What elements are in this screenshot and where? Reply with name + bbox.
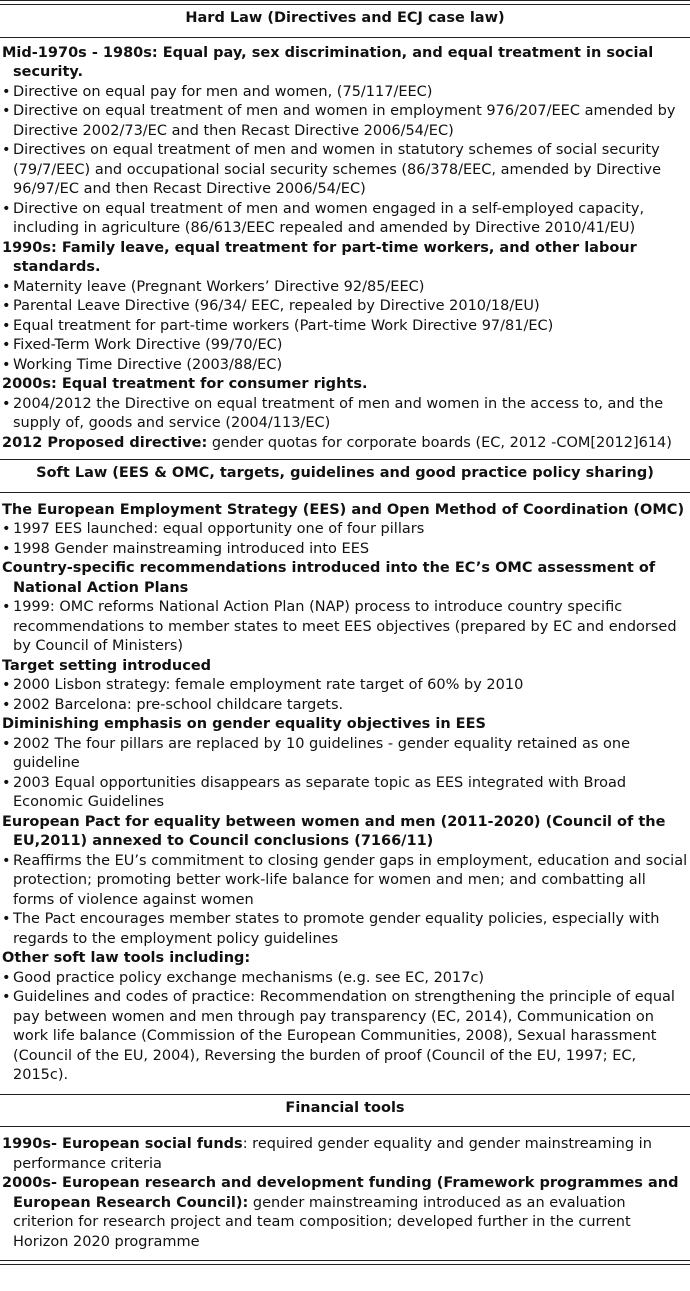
list-item: • Guidelines and codes of practice: Recommendation on strengthening the principle of equal pay between women and men through pay transparency (EC, 2014), Communication on work life balance (Commission of the European Communities, 2008), Sexual harassment (Council of the EU, 2004), Reversing the burden of proof (Council of the EU, 1997; EC, 2015c).: [2, 989, 675, 1083]
bullet-icon: •: [2, 278, 11, 295]
list-item: • 2000 Lisbon strategy: female employment rate target of 60% by 2010: [2, 676, 690, 696]
list-item: • Reaffirms the EU’s commitment to closing gender gaps in employment, education and social protection; promoting better work-life balance for women and men; and combatting all forms of violence against women: [2, 852, 688, 908]
group-title: Diminishing emphasis on gender equality objectives in EES: [2, 716, 486, 732]
section-heading-hard-law: Hard Law (Directives and ECJ case law): [185, 10, 505, 26]
group-line: [2, 1174, 690, 1252]
list-item: • Directives on equal treatment of men and women in statutory schemes of social security (79/7/EEC) and occupational social security schemes (86/378/EEC, amended by Directive 96/97/EC and then Recast Directive 2006/54/EC): [2, 142, 662, 197]
bullet-icon: •: [2, 696, 11, 713]
bullet-icon: •: [2, 83, 11, 100]
bullet-icon: •: [2, 356, 11, 373]
bullet-icon: •: [2, 677, 11, 693]
list-item: • 1999: OMC reforms National Action Plan (NAP) process to introduce country specific recommendations to member states to meet EES objectives (prepared by EC and endorsed by Council of Ministers): [2, 599, 677, 654]
group-title: European Pact for equality between women and men (2011-2020) (Council of the EU,2011) annexed to Council conclusions (7166/11): [2, 813, 666, 849]
list-item: • 2002 Barcelona: pre-school childcare targets.: [2, 696, 690, 716]
list-item: • Directive on equal pay for men and women, (75/117/EEC): [2, 83, 690, 103]
group-lead: 2012 Proposed directive:: [2, 434, 208, 451]
group-line: [2, 434, 690, 454]
bullet-icon: •: [2, 395, 11, 412]
group-text: : required gender equality and gender mainstreaming in performance criteria: [13, 1136, 652, 1172]
section-body-financial-tools: [0, 1127, 690, 1260]
bullet-icon: •: [2, 142, 11, 158]
group-title: The European Employment Strategy (EES) and Open Method of Coordination (OMC): [2, 501, 685, 518]
list-item: • Directive on equal treatment of men and women engaged in a self-employed capacity, including in agriculture (86/613/EEC repealed and amended by Directive 2010/41/EU): [2, 200, 645, 236]
bullet-icon: •: [2, 911, 11, 927]
list-item: • 1998 Gender mainstreaming introduced into EES: [2, 540, 690, 560]
bullet-icon: •: [2, 774, 11, 791]
group-lead: 2000s- European research and development funding (Framework programmes and European Research Council):: [2, 1175, 679, 1211]
group-title: Country-specific recommendations introduced into the EC’s OMC assessment of National Action Plans: [2, 560, 656, 596]
bullet-icon: •: [2, 735, 11, 752]
bullet-icon: •: [2, 540, 11, 557]
list-item: • Parental Leave Directive (96/34/ EEC, repealed by Directive 2010/18/EU): [2, 297, 690, 317]
list-item: • Fixed-Term Work Directive (99/70/EC): [2, 336, 690, 356]
group-text: gender quotas for corporate boards (EC, 2012 -COM[2012]614): [207, 434, 672, 451]
list-item: • Directive on equal treatment of men and women in employment 976/207/EEC amended by Directive 2002/73/EC and then Recast Directive 2006/54/EC): [2, 103, 676, 139]
bullet-icon: •: [2, 317, 11, 334]
bullet-icon: •: [2, 989, 11, 1005]
section-body-hard-law: [0, 38, 690, 460]
bullet-icon: •: [2, 298, 11, 314]
bullet-icon: •: [2, 599, 11, 615]
list-item: • Equal treatment for part-time workers (Part-time Work Directive 97/81/EC): [2, 317, 690, 337]
group-title: Mid-1970s - 1980s: Equal pay, sex discrimination, and equal treatment in social security.: [2, 44, 654, 80]
group-title: 1990s: Family leave, equal treatment for part-time workers, and other labour standards.: [2, 239, 637, 275]
bullet-icon: •: [2, 521, 11, 537]
list-item: • Maternity leave (Pregnant Workers’ Directive 92/85/EEC): [2, 278, 690, 298]
list-item: • 1997 EES launched: equal opportunity one of four pillars: [2, 520, 690, 540]
group-text: gender mainstreaming introduced as an evaluation criterion for research project and team composition; developed further in the current Horizon 2020 programme: [13, 1194, 631, 1250]
bullet-icon: •: [2, 200, 11, 217]
group-line: [2, 1135, 690, 1174]
section-heading-financial-tools: Financial tools: [285, 1099, 405, 1116]
group-title: 2000s: Equal treatment for consumer rights.: [2, 376, 368, 392]
group-lead: 1990s- European social funds: [2, 1136, 243, 1152]
section-heading-soft-law: Soft Law (EES & OMC, targets, guidelines and good practice policy sharing): [36, 465, 654, 481]
list-item: • 2002 The four pillars are replaced by 10 guidelines - gender equality retained as one guideline: [2, 735, 631, 771]
list-item: • The Pact encourages member states to promote gender equality policies, especially with regards to the employment policy guidelines: [2, 911, 660, 947]
bullet-icon: •: [2, 969, 11, 986]
list-item: • 2004/2012 the Directive on equal treatment of men and women in the access to, and the supply of, goods and service (2004/113/EC): [2, 395, 664, 431]
group-title: Other soft law tools including:: [2, 950, 251, 966]
bullet-icon: •: [2, 852, 11, 869]
bullet-icon: •: [2, 103, 11, 119]
list-item: • Good practice policy exchange mechanisms (e.g. see EC, 2017c): [2, 969, 690, 989]
bottom-double-rule: [0, 1260, 690, 1265]
bullet-icon: •: [2, 337, 11, 353]
list-item: • 2003 Equal opportunities disappears as separate topic as EES integrated with Broad Economic Guidelines: [2, 774, 627, 810]
section-body-soft-law: [0, 493, 690, 1094]
list-item: • Working Time Directive (2003/88/EC): [2, 356, 690, 376]
group-title: Target setting introduced: [2, 657, 212, 674]
